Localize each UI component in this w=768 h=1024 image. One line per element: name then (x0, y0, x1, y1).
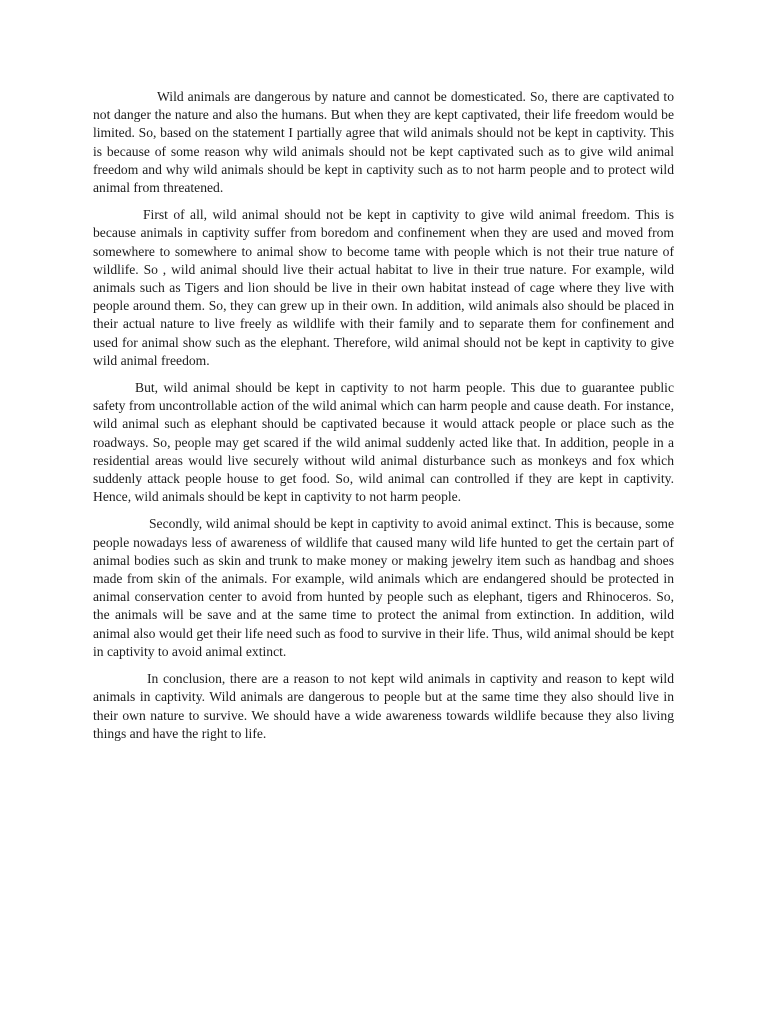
body-paragraph-harm: But, wild animal should be kept in captivity to not harm people. This due to guarantee public safety from uncontrollable action of the wild animal which can harm people and cause death. For instance, wild animal such as elephant should be captivated because it would attack people or place such as the roadways. So, people may get scared if the wild animal suddenly acted like that. In addition, people in a residential areas would live securely without wild animal disturbance such as monkeys and fox which suddenly attack people house to get food. So, wild animal can controlled if they are kept in captivity. Hence, wild animals should be kept in captivity to not harm people. (93, 380, 674, 505)
intro-paragraph: Wild animals are dangerous by nature and cannot be domesticated. So, there are captivated to not danger the nature and also the humans. But when they are kept captivated, their life freedom would be limited. So, based on the statement I partially agree that wild animals should not be kept in captivity. This is because of some reason why wild animals should not be kept captivated such as to give wild animal freedom and why wild animals should be kept in captivity such as to not harm people and to protect wild animal from threatened. (93, 89, 674, 196)
conclusion-paragraph: In conclusion, there are a reason to not kept wild animals in captivity and reason to kept wild animals in captivity. Wild animals are dangerous to people but at the same time they also should live in their own nature to survive. We should have a wide awareness towards wildlife because they also living things and have the right to life. (93, 671, 674, 741)
body-paragraph-freedom: First of all, wild animal should not be kept in captivity to give wild animal freedom. This is because animals in captivity suffer from boredom and confinement when they are used and moved from somewhere to somewhere to animal show to become tame with people which is not their true nature of wildlife. So , wild animal should live their actual habitat to live in their true nature. For example, wild animals such as Tigers and lion should be live in their own habitat instead of cage where they live with people around them. So, they can grew up in their own. In addition, wild animals also should be placed in their actual nature to live freely as wildlife with their family and to separate them for confinement and used for animal show such as the elephant. Therefore, wild animal should not be kept in captivity to give wild animal freedom. (93, 207, 674, 368)
body-paragraph-extinction: Secondly, wild animal should be kept in captivity to avoid animal extinct. This is because, some people nowadays less of awareness of wildlife that caused many wild life hunted to get the certain part of animal bodies such as skin and trunk to make money or making jewelry item such as handbag and shoes made from skin of the animals. For example, wild animals which are endangered should be protected in animal conservation center to avoid from hunted by people such as elephant, tigers and Rhinoceros. So, the animals will be save and at the same time to protect the animal from extinction. In addition, wild animal also would get their life need such as food to survive in their life. Thus, wild animal should be kept in captivity to avoid animal extinct. (93, 516, 674, 659)
essay-body (93, 88, 674, 752)
